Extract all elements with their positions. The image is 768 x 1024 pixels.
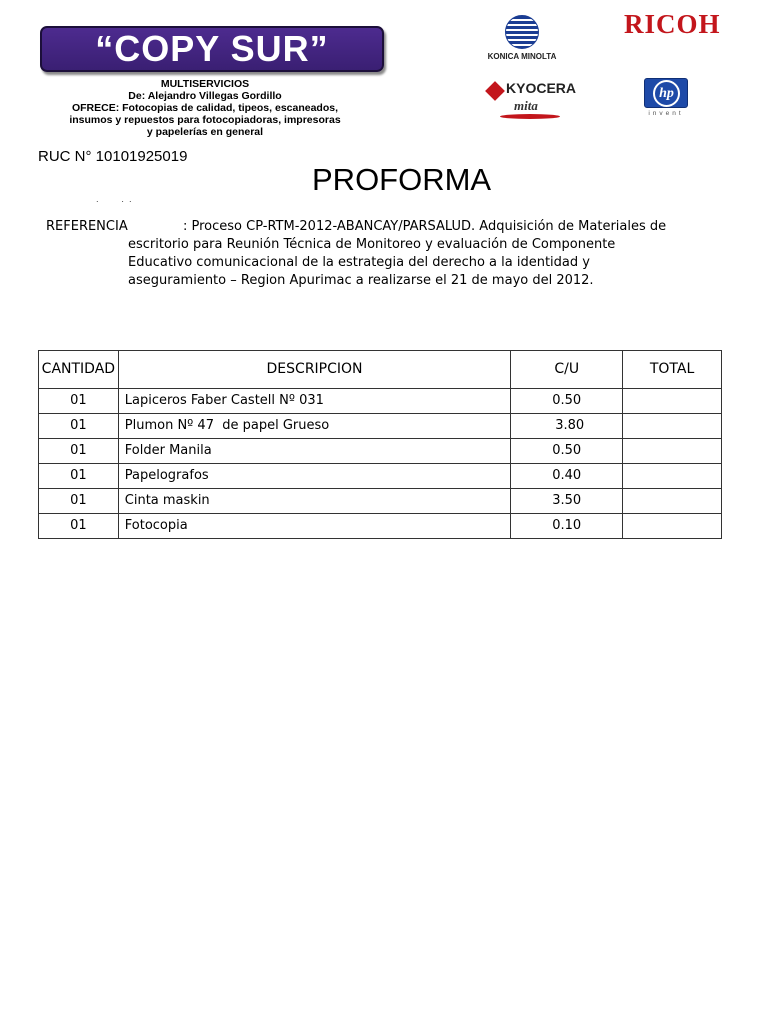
table-row (39, 464, 722, 489)
row-qty: 01 (39, 414, 119, 439)
header-total: TOTAL (623, 351, 722, 389)
row-unit-price: 0.50 (511, 439, 623, 464)
row-description: Folder Manila (118, 439, 511, 464)
reference-label: REFERENCIA (46, 219, 128, 234)
konica-logo-text: KONICA MINOLTA (487, 52, 557, 61)
document-title: PROFORMA (312, 162, 492, 197)
row-total (623, 489, 722, 514)
konica-minolta-logo (480, 14, 564, 64)
offer-line-3: y papelerías en general (146, 126, 264, 138)
row-description: Papelografos (118, 464, 511, 489)
row-qty: 01 (39, 439, 119, 464)
row-description: Fotocopia (118, 514, 511, 539)
hp-logo (640, 78, 696, 122)
ruc-number: RUC N° 10101925019 (38, 148, 188, 165)
row-total (623, 439, 722, 464)
hp-badge-icon (644, 78, 688, 108)
row-unit-price: 0.40 (511, 464, 623, 489)
row-qty: 01 (39, 464, 119, 489)
owner-line: De: Alejandro Villegas Gordillo (128, 90, 282, 102)
mita-swoosh-icon (500, 114, 560, 119)
row-total (623, 389, 722, 414)
reference-text: : Proceso CP-RTM-2012-ABANCAY/PARSALUD. Adquisición de Materiales de escritorio para Reunión Técnica de Monitoreo y evaluación de Componente Educativo comunicacional de la estrategia del derecho a la identidad y aseguramiento – Region Apurimac a realizarse el 21 de mayo del 2012. (128, 219, 667, 288)
row-unit-price: 0.10 (511, 514, 623, 539)
row-description: Lapiceros Faber Castell Nº 031 (118, 389, 511, 414)
table-row (39, 514, 722, 539)
kyocera-logo-text: KYOCERA (506, 80, 577, 96)
row-unit-price: 3.50 (511, 489, 623, 514)
row-total (623, 514, 722, 539)
company-brand-banner: “COPY SUR” (40, 26, 384, 72)
row-qty: 01 (39, 489, 119, 514)
kyocera-mita-logo (486, 80, 576, 124)
row-description: Cinta maskin (118, 489, 511, 514)
row-total (623, 414, 722, 439)
row-qty: 01 (39, 514, 119, 539)
row-total (623, 464, 722, 489)
hp-logo-text: hp (653, 80, 680, 107)
row-qty: 01 (39, 389, 119, 414)
items-table (38, 350, 722, 539)
offer-line-1: OFRECE: Fotocopias de calidad, tipeos, escaneados, (71, 102, 339, 114)
hp-tagline: invent (648, 110, 684, 117)
table-row (39, 489, 722, 514)
table-header-row (39, 351, 722, 389)
row-unit-price: 3.80 (511, 414, 623, 439)
table-row (39, 389, 722, 414)
table-row (39, 414, 722, 439)
offer-line-2: insumos y repuestos para fotocopiadoras, impresoras (69, 114, 341, 126)
row-description: Plumon Nº 47 de papel Grueso (118, 414, 511, 439)
header-qty: CANTIDAD (39, 351, 119, 389)
services-line: MULTISERVICIOS (160, 78, 250, 90)
header-description: DESCRIPCION (118, 351, 511, 389)
kyocera-mark-icon (485, 81, 505, 101)
ricoh-logo: RICOH (624, 9, 721, 39)
mita-logo-text: mita (514, 98, 538, 113)
row-unit-price: 0.50 (511, 389, 623, 414)
header-unit-price: C/U (511, 351, 623, 389)
stray-marks: . . . (96, 195, 132, 204)
konica-globe-icon (505, 15, 539, 49)
table-row (39, 439, 722, 464)
